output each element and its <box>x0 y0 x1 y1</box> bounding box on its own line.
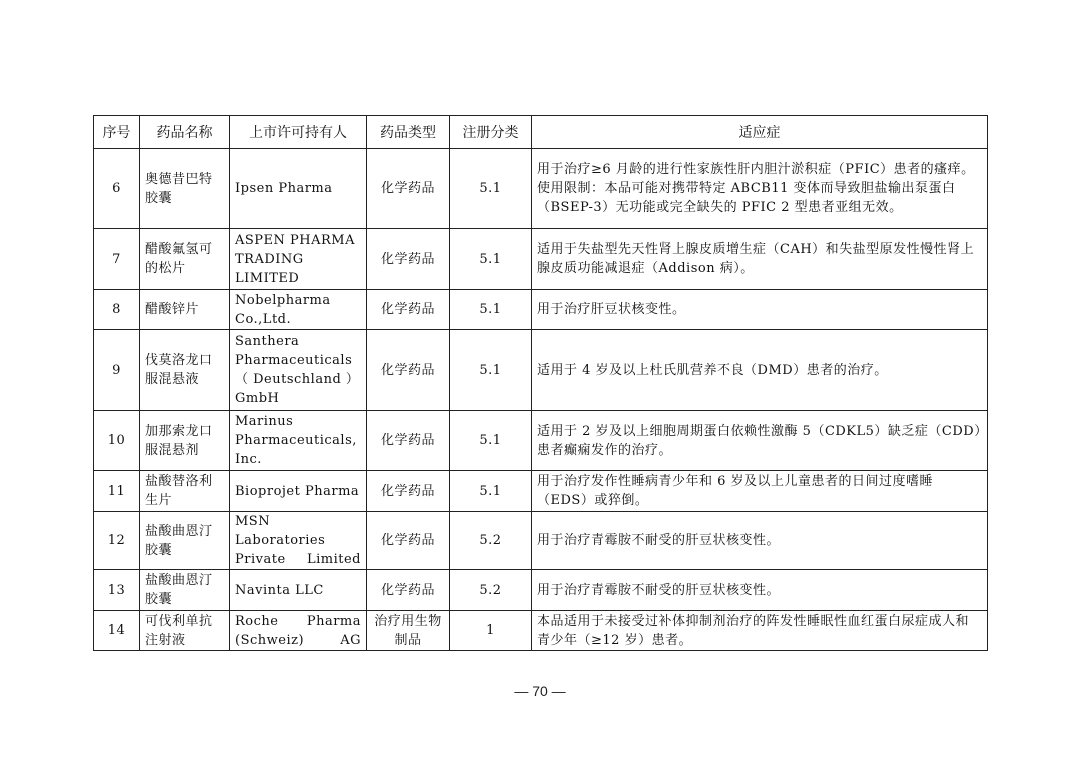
cell-type: 化学药品 <box>367 512 450 570</box>
cell-no: 14 <box>94 611 140 651</box>
cell-indication <box>532 290 988 330</box>
cell-holder: MSN Laboratories Private Limited <box>230 512 367 570</box>
cell-cls: 5.1 <box>450 229 532 290</box>
table-row <box>94 570 988 611</box>
header-cls: 注册分类 <box>450 116 532 149</box>
cell-no: 10 <box>94 411 140 471</box>
table-row <box>94 611 988 651</box>
cell-indication <box>532 570 988 611</box>
table-row <box>94 290 988 330</box>
cell-cls: 1 <box>450 611 532 651</box>
cell-type: 化学药品 <box>367 149 450 229</box>
cell-no: 7 <box>94 229 140 290</box>
cell-holder: Ipsen Pharma <box>230 149 367 229</box>
cell-indication <box>532 330 988 411</box>
header-holder: 上市许可持有人 <box>230 116 367 149</box>
indication-text: 适用于 2 岁及以上细胞周期蛋白依赖性激酶 5（CDKL5）缺乏症（CDD）患者癫痫发作的治疗。 <box>537 423 982 458</box>
cell-indication <box>532 611 988 651</box>
cell-name: 可伐利单抗注射液 <box>140 611 230 651</box>
indication-text: 用于治疗≥6 月龄的进行性家族性肝内胆汁淤积症（PFIC）患者的瘙痒。 <box>537 162 975 177</box>
indication-text: 使用限制：本品可能对携带特定 ABCB11 变体而导致胆盐输出泵蛋白（BSEP-3）无功能或完全缺失的 PFIC 2 型患者亚组无效。 <box>537 181 956 215</box>
cell-cls: 5.1 <box>450 330 532 411</box>
cell-name: 盐酸曲恩汀胶囊 <box>140 570 230 611</box>
indication-text: 适用于失盐型先天性肾上腺皮质增生症（CAH）和失盐型原发性慢性肾上腺皮质功能减退症（Addison 病）。 <box>537 242 975 276</box>
cell-cls: 5.2 <box>450 512 532 570</box>
cell-name: 加那索龙口服混悬剂 <box>140 411 230 471</box>
cell-name: 醋酸氟氢可的松片 <box>140 229 230 290</box>
table-row <box>94 471 988 512</box>
cell-type: 化学药品 <box>367 411 450 471</box>
cell-no: 9 <box>94 330 140 411</box>
indication-text: 用于治疗青霉胺不耐受的肝豆状核变性。 <box>537 582 781 598</box>
cell-no: 8 <box>94 290 140 330</box>
cell-indication <box>532 512 988 570</box>
cell-cls: 5.1 <box>450 290 532 330</box>
cell-indication <box>532 229 988 290</box>
table-header-row <box>94 116 988 149</box>
header-type: 药品类型 <box>367 116 450 149</box>
cell-holder: ASPEN PHARMA TRADING LIMITED <box>230 229 367 290</box>
cell-type: 化学药品 <box>367 290 450 330</box>
cell-type: 化学药品 <box>367 570 450 611</box>
cell-indication <box>532 411 988 471</box>
header-name: 药品名称 <box>140 116 230 149</box>
table-row <box>94 149 988 229</box>
cell-name: 盐酸曲恩汀胶囊 <box>140 512 230 570</box>
cell-cls: 5.1 <box>450 471 532 512</box>
cell-no: 11 <box>94 471 140 512</box>
cell-indication <box>532 471 988 512</box>
cell-holder: Bioprojet Pharma <box>230 471 367 512</box>
header-indication: 适应症 <box>532 116 988 149</box>
table-row <box>94 411 988 471</box>
cell-name: 盐酸替洛利生片 <box>140 471 230 512</box>
cell-name: 醋酸锌片 <box>140 290 230 330</box>
table-row <box>94 512 988 570</box>
indication-text: 用于治疗青霉胺不耐受的肝豆状核变性。 <box>537 533 781 548</box>
cell-type: 化学药品 <box>367 229 450 290</box>
cell-type: 化学药品 <box>367 471 450 512</box>
cell-cls: 5.1 <box>450 149 532 229</box>
indication-text: 用于治疗发作性睡病青少年和 6 岁及以上儿童患者的日间过度嗜睡（EDS）或猝倒。 <box>537 474 934 508</box>
cell-cls: 5.2 <box>450 570 532 611</box>
header-no: 序号 <box>94 116 140 149</box>
cell-holder: Navinta LLC <box>230 570 367 611</box>
table-row <box>94 330 988 411</box>
drug-approval-table <box>93 115 988 651</box>
table-row <box>94 229 988 290</box>
cell-holder: Marinus Pharmaceuticals, Inc. <box>230 411 367 471</box>
cell-type: 化学药品 <box>367 330 450 411</box>
cell-cls: 5.1 <box>450 411 532 471</box>
cell-no: 12 <box>94 512 140 570</box>
cell-no: 6 <box>94 149 140 229</box>
indication-text: 用于治疗肝豆状核变性。 <box>537 302 686 317</box>
indication-text: 本品适用于未接受过补体抑制剂治疗的阵发性睡眠性血红蛋白尿症成人和青少年（≥12 岁）患者。 <box>537 613 970 648</box>
cell-no: 13 <box>94 570 140 611</box>
cell-type: 治疗用生物制品 <box>367 611 450 651</box>
cell-name: 伐莫洛龙口服混悬液 <box>140 330 230 411</box>
cell-indication <box>532 149 988 229</box>
cell-holder: Santhera Pharmaceuticals （ Deutschland ） GmbH <box>230 330 367 411</box>
cell-name: 奥德昔巴特胶囊 <box>140 149 230 229</box>
cell-holder: Roche Pharma (Schweiz) AG <box>230 611 367 651</box>
cell-holder: Nobelpharma Co.,Ltd. <box>230 290 367 330</box>
page-number: — 70 — <box>514 683 566 699</box>
indication-text: 适用于 4 岁及以上杜氏肌营养不良（DMD）患者的治疗。 <box>537 362 888 378</box>
